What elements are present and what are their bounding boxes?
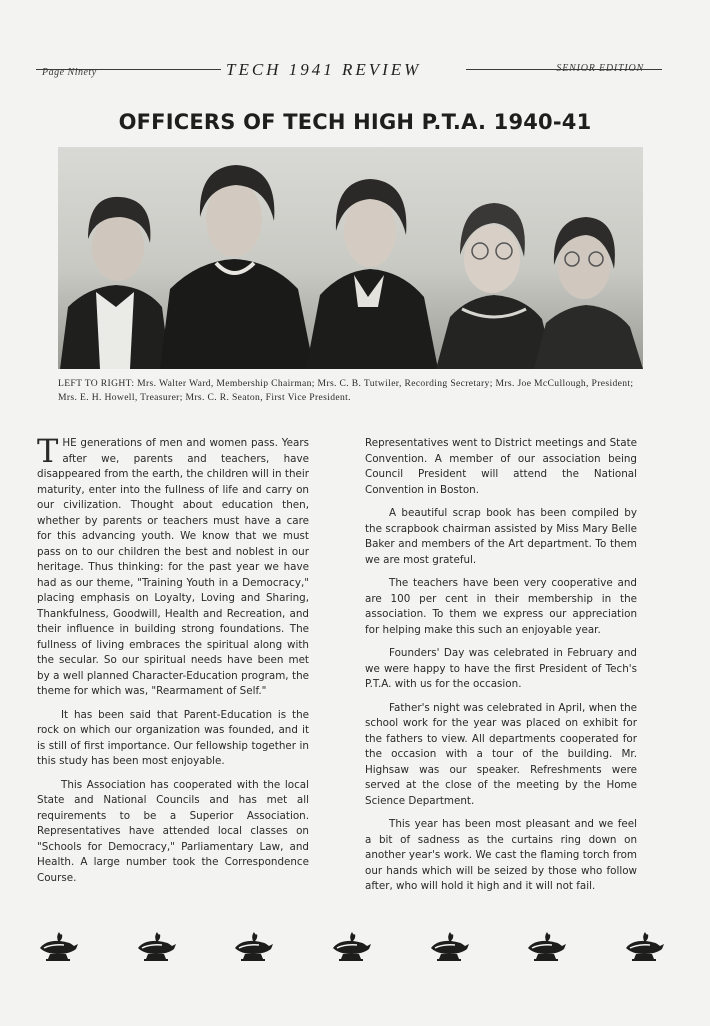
publication-title: TECH 1941 REVIEW [226, 60, 422, 79]
article-paragraph: This year has been most pleasant and we feel a bit of sadness as the curtains ring down on another year's work. We cast the flaming torch from our hands which will be seized by those who follow after, who will hold it high and it will not fail. [365, 818, 637, 892]
officer-figure [436, 203, 554, 369]
edition-label: SENIOR EDITION [556, 63, 644, 74]
page-title: OFFICERS OF TECH HIGH P.T.A. 1940-41 [118, 110, 592, 134]
officer-figure [306, 179, 438, 369]
oil-lamp-icon [36, 928, 80, 962]
article-paragraph: Father's night was celebrated in April, when the school work for the year was placed on exhibit for the fathers to view. All departments cooperated for the occasion with a tour of the building. Mr. Highsaw was our speaker. Refreshments were served at the close of the meeting by the Home Science Department. [365, 701, 637, 807]
oil-lamp-icon [329, 928, 373, 962]
photo-caption: LEFT TO RIGHT: Mrs. Walter Ward, Membership Chairman; Mrs. C. B. Tutwiler, Recording Secretary; Mrs. Joe McCullough, President; Mrs. E. H. Howell, Treasurer; Mrs. C. R. Seaton, First Vice President. [58, 378, 634, 403]
article-column-left [37, 432, 309, 894]
article-paragraph: Representatives went to District meetings and State Convention. A member of our association being Council President will attend the National Convention in Boston. [365, 437, 637, 496]
article-column-right [365, 436, 637, 903]
article-paragraph: Founders' Day was celebrated in February and we were happy to have the first President of Tech's P.T.A. with us for the occasion. [365, 647, 637, 690]
oil-lamp-icon [622, 928, 666, 962]
paragraph-text: HE generations of men and women pass. Years after we, parents and teachers, have disappeared from the earth, the children will in their maturity, enter into the fullness of life and carry on our civilization. Thought about education then, whether by parents or teachers must have a care for this advancing youth. We know that we must pass on to our children the best and noblest in our heritage. Thus thinking: for the past year we have had as our theme, "Training Youth in a Democracy," placing emphasis on Loyalty, Loving and Sharing, Thankfulness, Goodwill, Health and Recreation, and their influence in building strong foundations. The fullness of living embraces the spiritual along with the secular. So our spiritual needs have been met by a well planned Character-Education program, the theme for which was, "Rearmament of Self." [37, 437, 309, 697]
page-number: Page Ninety [42, 67, 97, 78]
officer-figure [534, 217, 643, 369]
oil-lamp-icon [231, 928, 275, 962]
article-paragraph [37, 432, 309, 700]
article-paragraph: It has been said that Parent-Education is the rock on which our organization was founded, and it is still of first importance. Our fellowship together in this study has been most enjoyable. [37, 708, 309, 767]
officer-figure [60, 197, 170, 369]
officer-figure [160, 165, 314, 369]
article-paragraph: The teachers have been very cooperative and are 100 per cent in their membership in the association. To them we express our appreciation for helping make this such an enjoyable year. [365, 577, 637, 636]
lamp-border [36, 928, 666, 968]
article-paragraph: This Association has cooperated with the local State and National Councils and has met all requirements to be a Superior Association. Representatives have attended local classes on "Schools for Democracy," Parliamentary Law, and Health. A large number took the Correspondence Course. [37, 778, 309, 884]
officers-photo [58, 147, 643, 369]
oil-lamp-icon [427, 928, 471, 962]
drop-cap: T [37, 432, 59, 470]
article-paragraph: A beautiful scrap book has been compiled by the scrapbook chairman assisted by Miss Mary Belle Baker and members of the Art department. To them we are most grateful. [365, 507, 637, 566]
oil-lamp-icon [134, 928, 178, 962]
running-header [36, 58, 662, 88]
oil-lamp-icon [524, 928, 568, 962]
